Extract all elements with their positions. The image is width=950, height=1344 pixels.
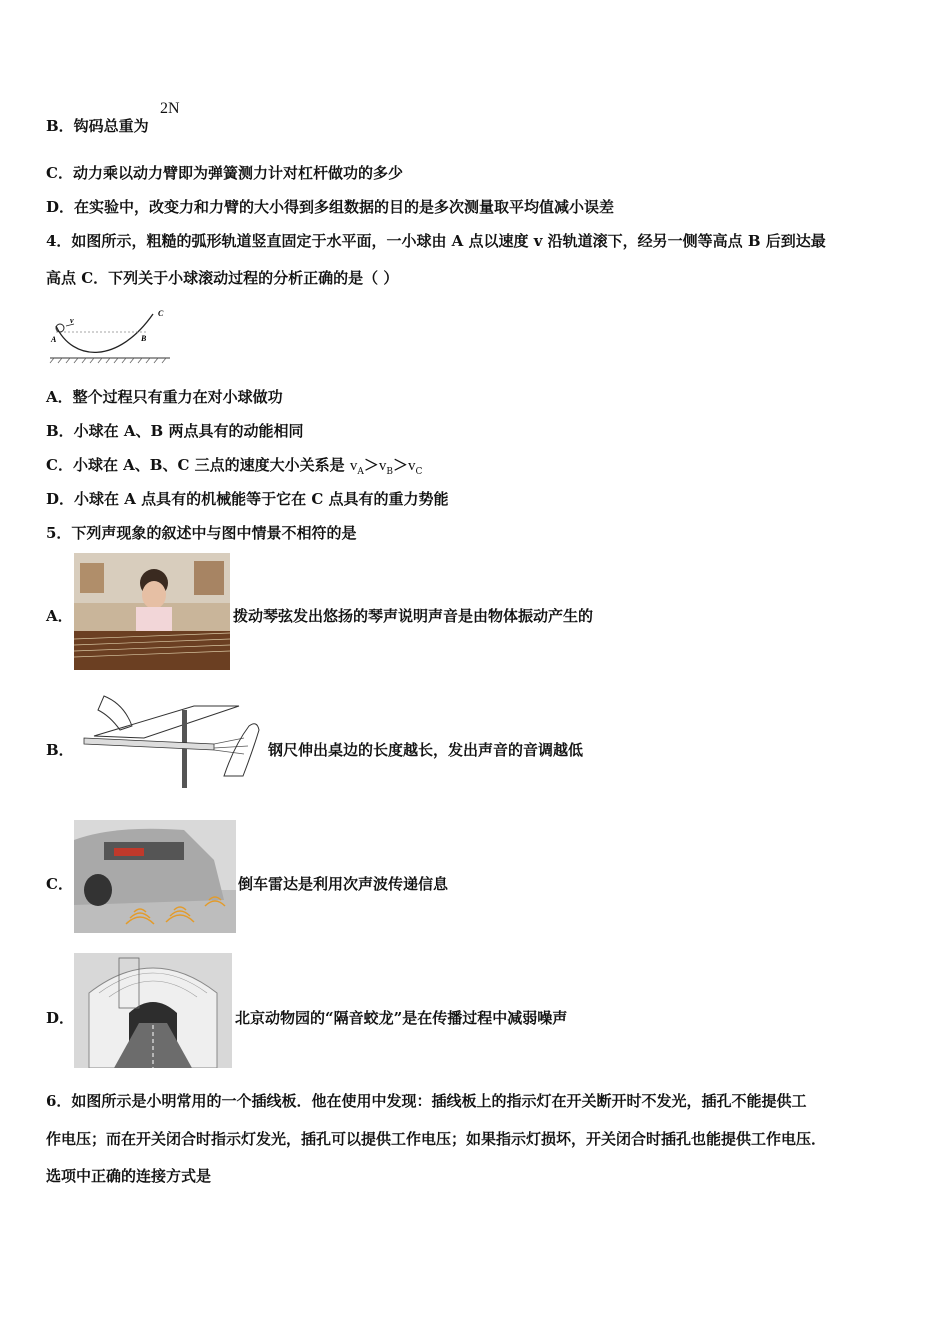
q4-va-sub: A xyxy=(357,467,364,477)
q4-option-a: A．整个过程只有重力在对小球做功 xyxy=(46,388,283,406)
q5-option-c-text: 倒车雷达是利用次声波传递信息 xyxy=(238,875,449,893)
car-radar-photo xyxy=(74,820,236,933)
q4-track-figure xyxy=(48,304,173,366)
q4-stem-line-2: 高点 C．下列关于小球滚动过程的分析正确的是（ ） xyxy=(46,269,399,287)
q5-option-a-label: A． xyxy=(46,607,73,625)
q3-option-d: D．在实验中，改变力和力臂的大小得到多组数据的目的是多次测量取平均值减小误差 xyxy=(46,198,615,216)
q4-fig-label-v: v xyxy=(70,316,74,325)
q4-option-c xyxy=(46,454,422,477)
q6-line-3: 选项中正确的连接方式是 xyxy=(46,1167,212,1185)
q5-option-c-label: C． xyxy=(46,875,73,893)
noise-barrier-tunnel-photo xyxy=(74,953,232,1068)
q4-option-d: D．小球在 A 点具有的机械能等于它在 C 点具有的重力势能 xyxy=(46,490,449,508)
q5-option-d-text: 北京动物园的“隔音蛟龙”是在传播过程中减弱噪声 xyxy=(235,1009,568,1027)
q4-stem-line-1: 4．如图所示，粗糙的弧形轨道竖直固定于水平面，一小球由 A 点以速度 v 沿轨道滚下，经另一侧等高点 B 后到达最 xyxy=(46,232,826,250)
q4-gt-1: ＞ xyxy=(363,456,379,474)
q5-stem: 5．下列声现象的叙述中与图中情景不相符的是 xyxy=(46,524,357,542)
q5-option-b-label: B． xyxy=(46,741,74,759)
q6-line-1: 6．如图所示是小明常用的一个插线板．他在使用中发现：插线板上的指示灯在开关断开时不发光，插孔不能提供工 xyxy=(46,1092,807,1110)
q4-vb: v xyxy=(378,458,387,474)
ruler-on-desk-drawing xyxy=(74,686,264,788)
q4-vc: v xyxy=(408,458,416,474)
q5-option-d-label: D． xyxy=(46,1009,75,1027)
q6-line-2: 作电压；而在开关闭合时指示灯发光，插孔可以提供工作电压；如果指示灯损坏，开关闭合时插孔也能提供工作电压． xyxy=(46,1130,827,1148)
q4-option-c-prefix: C．小球在 A、B、C 三点的速度大小关系是 xyxy=(46,456,350,474)
q4-vb-sub: B xyxy=(386,467,394,477)
q4-fig-label-b: B xyxy=(141,334,147,343)
q3-option-c: C．动力乘以动力臂即为弹簧测力计对杠杆做功的多少 xyxy=(46,164,403,182)
q3-option-b-text: B．钩码总重为 xyxy=(46,117,149,135)
q5-option-b-text: 钢尺伸出桌边的长度越长，发出声音的音调越低 xyxy=(268,741,584,759)
q4-va: v xyxy=(349,458,358,474)
q4-fig-label-c: C xyxy=(158,309,164,318)
q4-gt-2: ＞ xyxy=(393,456,409,474)
q4-option-b: B．小球在 A、B 两点具有的动能相同 xyxy=(46,422,304,440)
q4-fig-label-a: A xyxy=(51,335,57,344)
q5-option-a-text: 拨动琴弦发出悠扬的琴声说明声音是由物体振动产生的 xyxy=(233,607,594,625)
guzheng-photo xyxy=(74,553,230,670)
q4-vc-sub: C xyxy=(415,467,423,477)
q3-option-b xyxy=(46,115,149,136)
q3-option-b-value: 2N xyxy=(160,100,180,117)
